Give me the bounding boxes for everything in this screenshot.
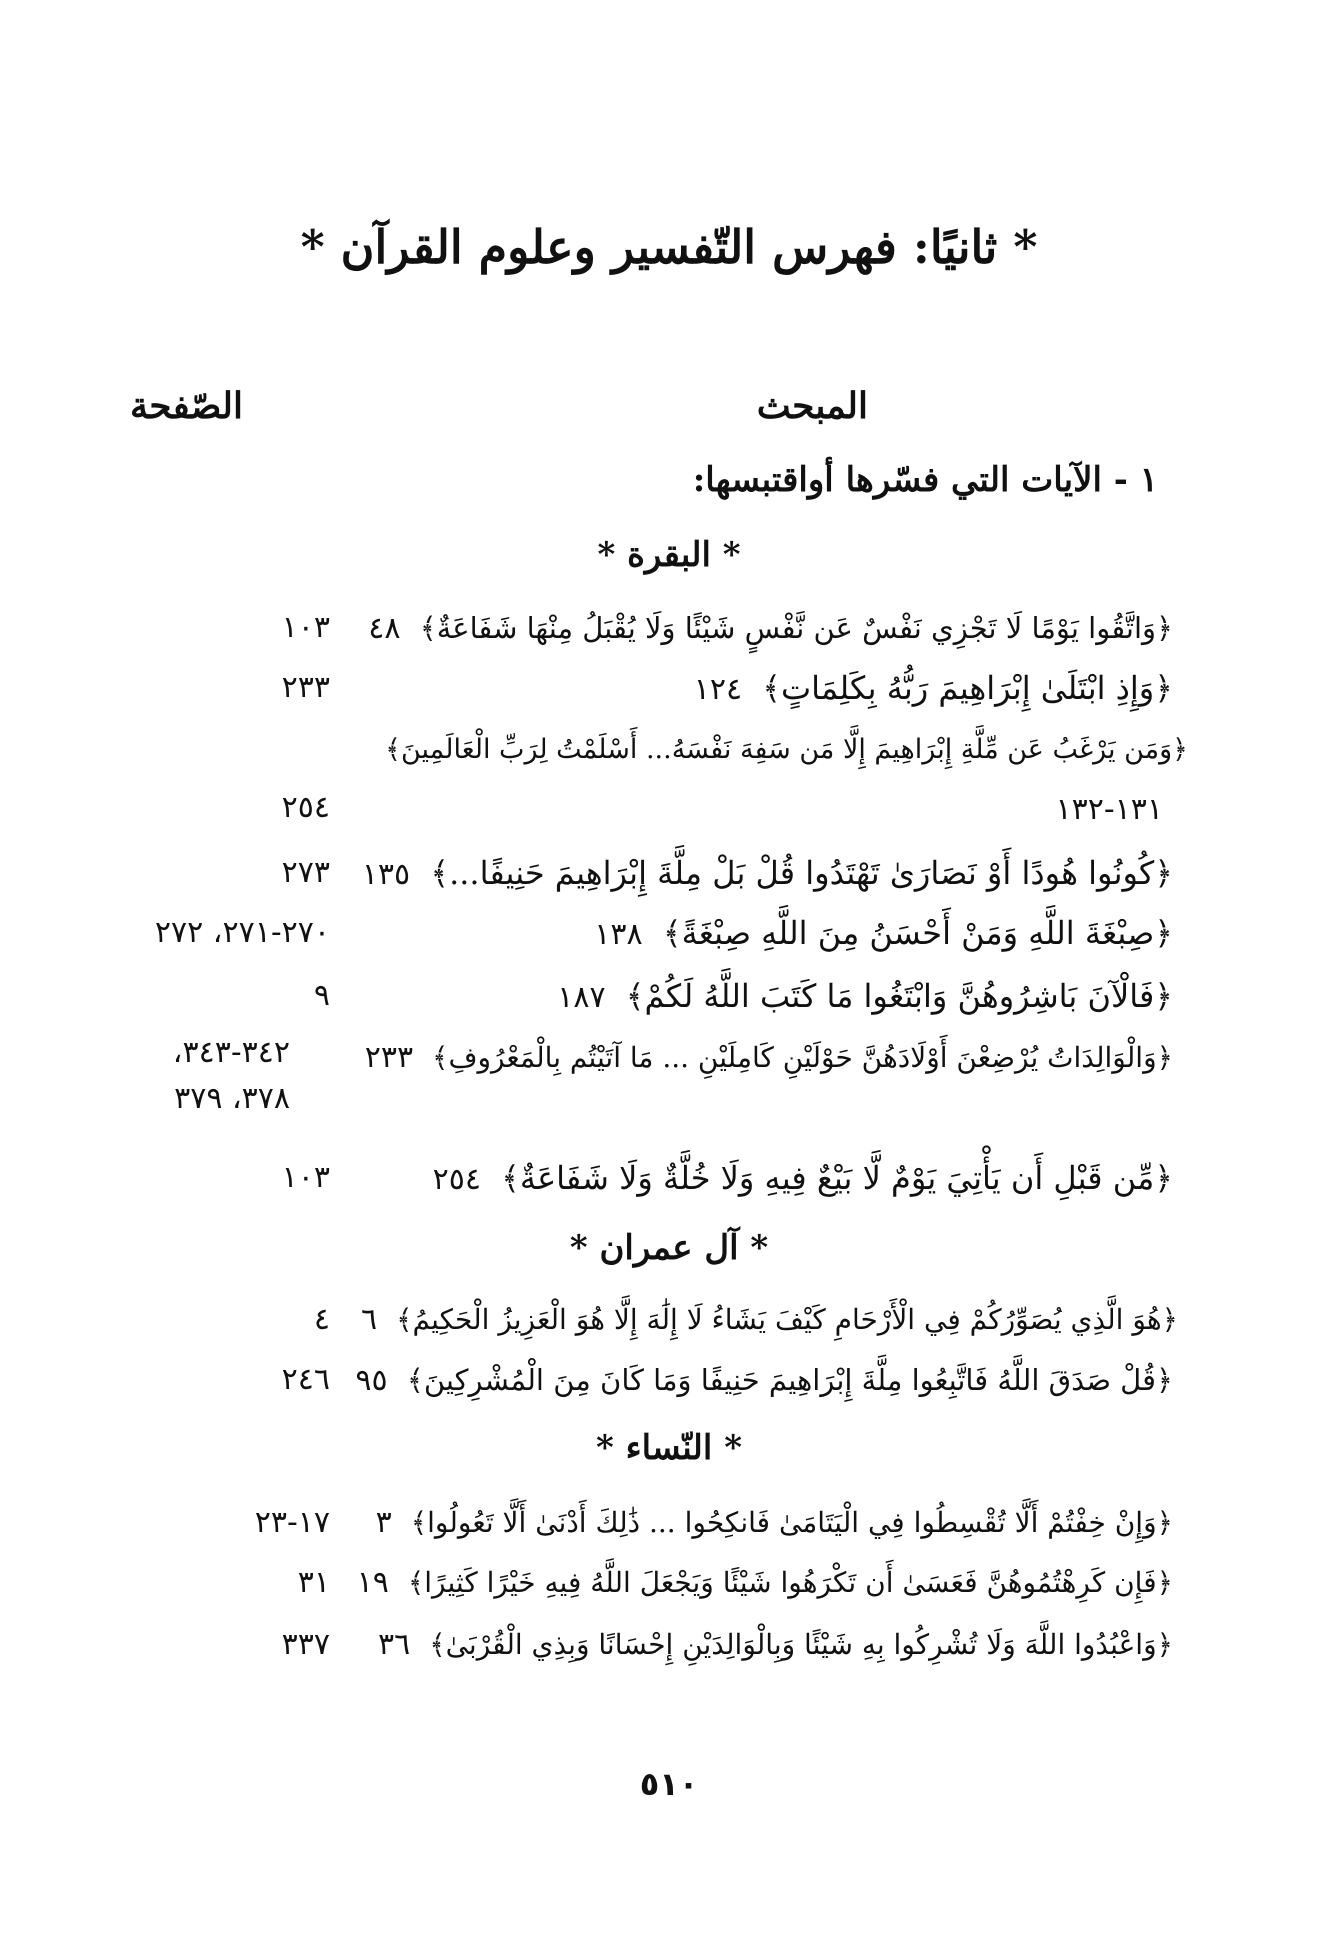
index-row (0, 1150, 1338, 1210)
verse-text: ﴿وَمَن يَرْغَبُ عَن مِّلَّةِ إِبْرَاهِيمَ إِلَّا مَن سَفِهَ نَفْسَهُ... أَسْلَمْتُ لِرَبِّ الْعَالَمِينَ﴾ (385, 734, 1188, 765)
page-title: * ثانيًا: فهرس التّفسير وعلوم القرآن * (300, 220, 1038, 274)
index-row (0, 1495, 1338, 1555)
verse-text: ﴿وَإِنْ خِفْتُمْ أَلَّا تُقْسِطُوا فِي الْيَتَامَىٰ فَانكِحُوا ... ذَٰلِكَ أَدْنَىٰ أَلَّا تَعُولُوا﴾ ٣ (375, 1505, 1173, 1540)
verse-text: ﴿وَإِذِ ابْتَلَىٰ إِبْرَاهِيمَ رَبُّهُ بِكَلِمَاتٍ﴾ ١٢٤ (693, 669, 1173, 707)
column-header-page: الصّفحة (130, 385, 243, 427)
verse-number-line (1055, 780, 1173, 838)
verse-text: ﴿فَالْآنَ بَاشِرُوهُنَّ وَابْتَغُوا مَا كَتَبَ اللَّهُ لَكُمْ﴾ ١٨٧ (557, 977, 1173, 1015)
index-row (0, 1352, 1338, 1412)
verse-text: ﴿وَالْوَالِدَاتُ يُرْضِعْنَ أَوْلَادَهُنَّ حَوْلَيْنِ كَامِلَيْنِ ... مَا آتَيْتُم بِالْمَعْرُوفِ﴾ ٢٣٣ (364, 1040, 1173, 1075)
column-header-topic: المبحث (756, 385, 868, 427)
page-reference: ١٠٣ (281, 610, 330, 645)
verse-text: ﴿وَاعْبُدُوا اللَّهَ وَلَا تُشْرِكُوا بِهِ شَيْئًا وَبِالْوَالِدَيْنِ إِحْسَانًا وَبِذِي الْقُرْبَىٰ﴾ ٣٦ (378, 1627, 1173, 1662)
verse-number: ٢٥٤ (432, 1162, 481, 1197)
verse-number: ١٣١-١٣٢ (1055, 792, 1163, 827)
verse-number: ٤٨ (368, 611, 401, 646)
section-heading: ١ - الآيات التي فسّرها أواقتبسها: (692, 460, 1158, 500)
surah-heading-baqara: * البقرة * (597, 535, 741, 575)
verse-number: ١٩ (356, 1565, 389, 1600)
verse-text: ﴿قُلْ صَدَقَ اللَّهُ فَاتَّبِعُوا مِلَّةَ إِبْرَاهِيمَ حَنِيفًا وَمَا كَانَ مِنَ الْمُشْرِكِينَ﴾ ٩٥ (355, 1363, 1173, 1398)
page-reference: ٣١ (297, 1565, 330, 1600)
verse-number: ١٢٤ (693, 672, 743, 707)
verse-text: ﴿صِبْغَةَ اللَّهِ وَمَنْ أَحْسَنُ مِنَ اللَّهِ صِبْغَةً﴾ ١٣٨ (594, 914, 1173, 952)
verse-number: ١٨٧ (557, 980, 606, 1015)
surah-heading-imran: * آل عمران * (569, 1228, 769, 1268)
verse-number: ٦ (361, 1302, 378, 1337)
page-reference: ٤ (313, 1302, 330, 1337)
verse-number: ١٣٥ (361, 857, 411, 892)
page-reference: ٢٤٦ (281, 1362, 330, 1397)
index-row (0, 780, 1338, 840)
verse-number: ٣٦ (378, 1627, 411, 1662)
index-row (0, 1617, 1338, 1677)
verse-number: ٣ (375, 1505, 392, 1540)
verse-text: ﴿كُونُوا هُودًا أَوْ نَصَارَىٰ تَهْتَدُوا قُلْ بَلْ مِلَّةَ إِبْرَاهِيمَ حَنِيفًا...﴾ ١٣٥ (361, 854, 1173, 892)
page-reference: ٩ (313, 978, 330, 1013)
page-reference: ٢٥٤ (281, 790, 330, 825)
verse-number: ٩٥ (355, 1363, 388, 1398)
page-reference: ٣٤٢-٣٤٣، ٣٧٨، ٣٧٩ (172, 1035, 290, 1116)
index-row (0, 968, 1338, 1028)
page-reference: ٣٣٧ (281, 1627, 330, 1662)
page-number: ٥١٠ (639, 1765, 699, 1803)
index-row (0, 1555, 1338, 1615)
index-row (0, 845, 1338, 905)
verse-text: ﴿مِّن قَبْلِ أَن يَأْتِيَ يَوْمٌ لَّا بَيْعٌ فِيهِ وَلَا خُلَّةٌ وَلَا شَفَاعَةٌ﴾ ٢٥٤ (432, 1159, 1173, 1197)
page-reference: ١٧-٢٣ (254, 1505, 330, 1540)
surah-heading-nisa: * النّساء * (596, 1428, 742, 1468)
verse-text: ﴿هُوَ الَّذِي يُصَوِّرُكُمْ فِي الْأَرْحَامِ كَيْفَ يَشَاءُ لَا إِلَٰهَ إِلَّا هُوَ الْعَزِيزُ الْحَكِيمُ﴾ ٦ (361, 1302, 1178, 1337)
index-row (0, 1292, 1338, 1352)
page-reference: ٢٧٠-٢٧١، ٢٧٢ (154, 915, 330, 950)
index-row (0, 722, 1338, 782)
index-row (0, 905, 1338, 965)
page-reference: ١٠٣ (281, 1160, 330, 1195)
page-reference: ٢٧٣ (281, 855, 330, 890)
index-row (0, 600, 1338, 660)
page-reference: ٢٣٣ (281, 670, 330, 705)
verse-number: ١٣٨ (594, 917, 643, 952)
index-row (0, 660, 1338, 720)
verse-text: ﴿فَإِن كَرِهْتُمُوهُنَّ فَعَسَىٰ أَن تَكْرَهُوا شَيْئًا وَيَجْعَلَ اللَّهُ فِيهِ خَيْرًا كَثِيرًا﴾ ١٩ (356, 1565, 1173, 1600)
index-row (0, 1030, 1338, 1130)
verse-text: ﴿وَاتَّقُوا يَوْمًا لَا تَجْزِي نَفْسٌ عَن نَّفْسٍ شَيْئًا وَلَا يُقْبَلُ مِنْهَا شَفَاعَةٌ﴾ ٤٨ (368, 611, 1173, 646)
verse-number: ٢٣٣ (364, 1040, 414, 1075)
